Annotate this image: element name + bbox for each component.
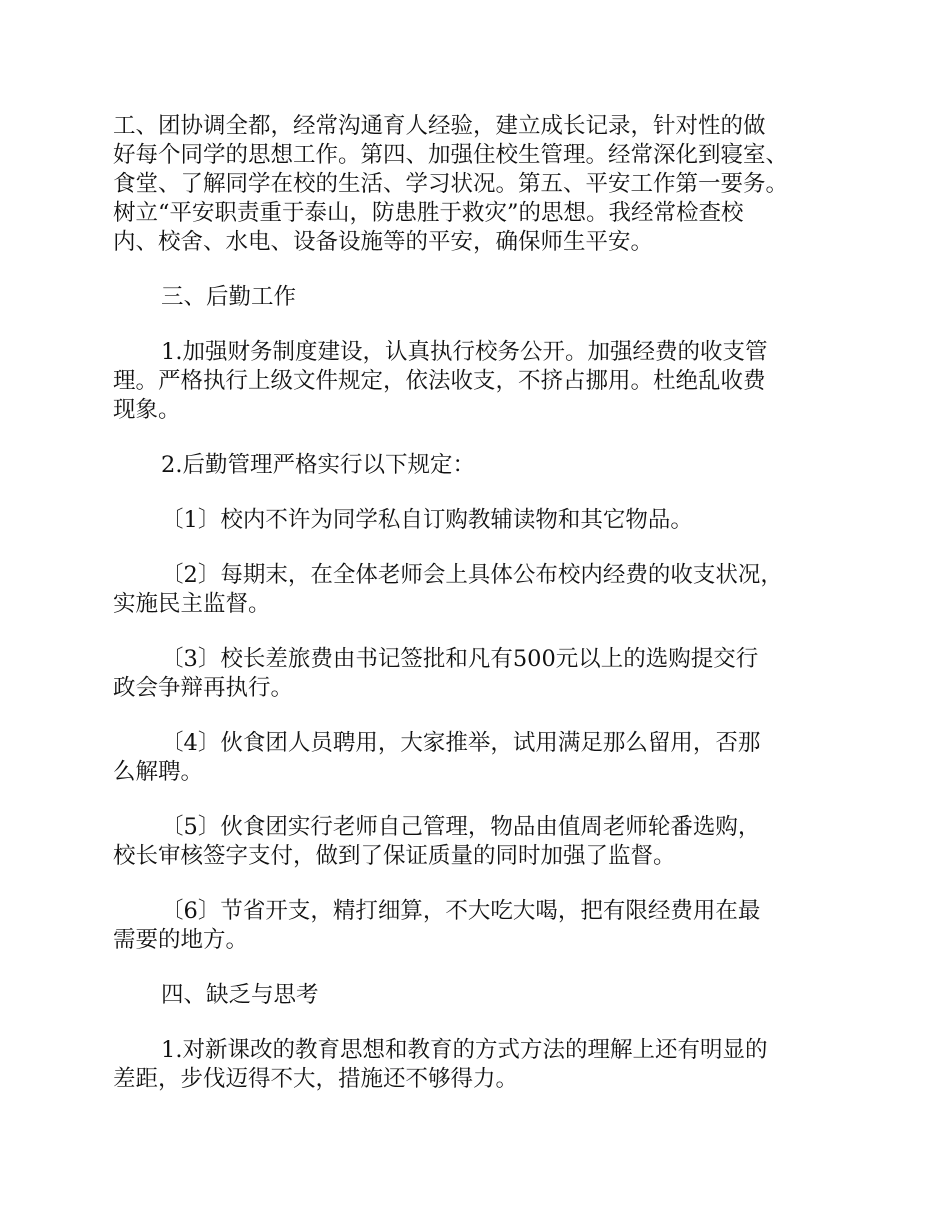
text-line: 〔6〕节省开支，精打细算，不大吃大喝，把有限经费用在最 [161, 898, 761, 924]
text-line: 工、团协调全都，经常沟通育人经验，建立成长记录，针对性的做 [113, 113, 766, 139]
paragraph-logistics-rules [113, 451, 833, 480]
text-line: 校长审核签字支付，做到了保证质量的同时加强了监督。 [113, 843, 676, 869]
text-line: 现象。 [113, 397, 181, 423]
text-line: 〔2〕每期末，在全体老师会上具体公布校内经费的收支状况， [161, 562, 783, 588]
rule-item-1 [113, 506, 833, 535]
section-heading-text: 四、缺乏与思考 [161, 982, 319, 1008]
text-line: 实施民主监督。 [113, 591, 271, 617]
text-line: 1.对新课改的教育思想和教育的方式方法的理解上还有明显的 [161, 1037, 768, 1063]
rule-item-3 [113, 645, 833, 703]
paragraph-shortcoming-1 [113, 1036, 833, 1094]
text-line: 理。严格执行上级文件规定，依法收支，不挤占挪用。杜绝乱收费 [113, 368, 766, 394]
text-line: 〔4〕伙食团人员聘用，大家推举，试用满足那么留用，否那 [161, 730, 761, 756]
text-line: 2.后勤管理严格实行以下规定： [161, 452, 475, 478]
text-line: 树立“平安职责重于泰山，防患胜于救灾”的思想。我经常检查校 [113, 200, 744, 226]
rule-item-5 [113, 813, 833, 871]
text-line: 差距，步伐迈得不大，措施还不够得力。 [113, 1066, 519, 1092]
rule-item-2 [113, 561, 833, 619]
section-heading-shortcomings [113, 981, 833, 1010]
text-line: 内、校舍、水电、设备设施等的平安，确保师生平安。 [113, 229, 654, 255]
section-heading-text: 三、后勤工作 [161, 284, 297, 310]
text-line: 〔3〕校长差旅费由书记签批和凡有500元以上的选购提交行 [161, 646, 759, 672]
paragraph-continued-student-management [113, 112, 833, 257]
text-line: 需要的地方。 [113, 927, 249, 953]
section-heading-logistics [113, 283, 833, 312]
paragraph-finance-system [113, 338, 833, 425]
document-page [113, 112, 833, 1120]
text-line: 1.加强财务制度建设，认真执行校务公开。加强经费的收支管 [161, 339, 768, 365]
text-line: 食堂、了解同学在校的生活、学习状况。第五、平安工作第一要务。 [113, 171, 789, 197]
text-line: 〔1〕校内不许为同学私自订购教辅读物和其它物品。 [161, 507, 693, 533]
text-line: 好每个同学的思想工作。第四、加强住校生管理。经常深化到寝室、 [113, 142, 789, 168]
rule-item-6 [113, 897, 833, 955]
text-line: 〔5〕伙食团实行老师自己管理，物品由值周老师轮番选购， [161, 814, 761, 840]
rule-item-4 [113, 729, 833, 787]
text-line: 么解聘。 [113, 759, 204, 785]
text-line: 政会争辩再执行。 [113, 675, 294, 701]
